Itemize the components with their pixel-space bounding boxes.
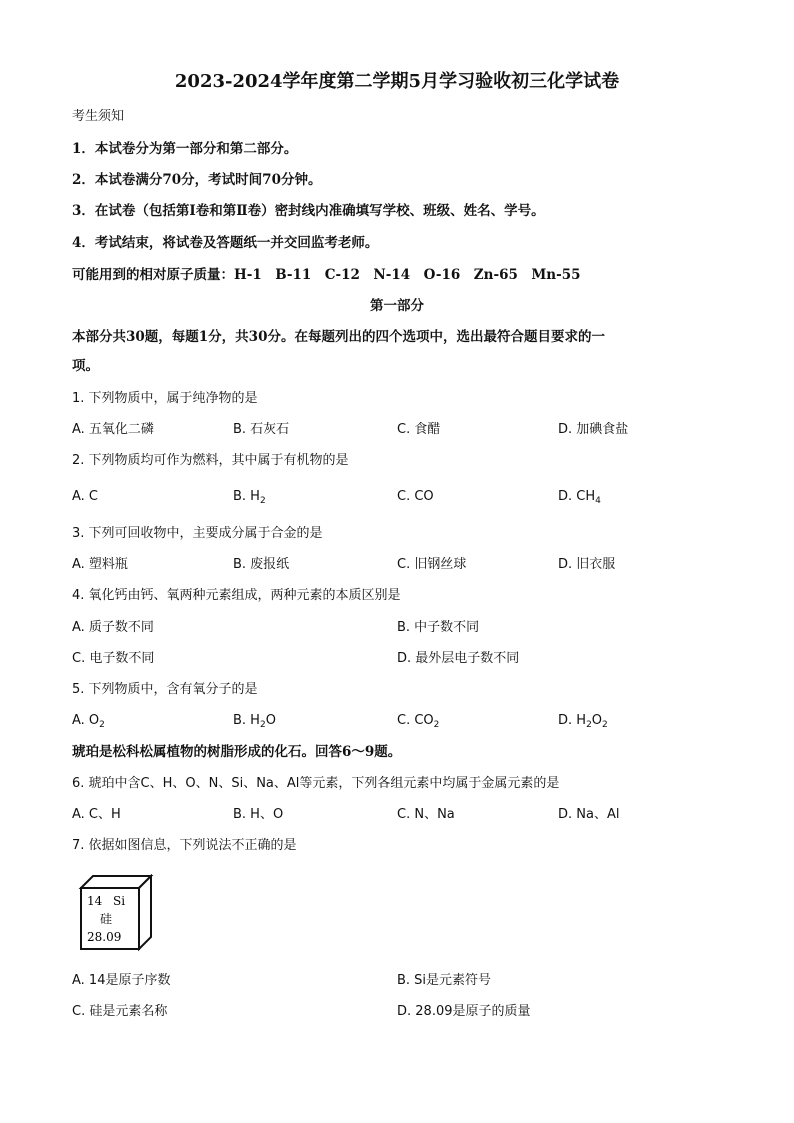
q5-option-d-mid: O [591,713,603,728]
atomic-mass: 28.09 [87,930,122,944]
notice-item-4: 4．考试结束，将试卷及答题纸一并交回监考老师。 [72,235,379,251]
part1-instructions-cont: 项。 [72,358,99,374]
question-1-stem: 1. 下列物质中，属于纯净物的是 [72,391,258,406]
q4-option-b: B. 中子数不同 [397,620,480,635]
q3-option-b: B. 废报纸 [233,557,290,572]
q2-option-a: A. C [72,489,99,504]
periodic-cell-drawing [78,874,156,954]
q5-option-d [558,712,608,734]
q1-option-b: B. 石灰石 [233,422,290,437]
q6-option-c: C. N、Na [397,807,455,822]
atomic-number: 14 [87,894,103,908]
exam-title: 2023-2024学年度第二学期5月学习验收初三化学试卷 [174,71,620,92]
q5-option-d-subscript-1: 2 [586,720,592,730]
notice-item-2: 2．本试卷满分70分，考试时间70分钟。 [72,172,322,188]
cube-side-face [139,876,151,949]
q5-option-b-text: B. H [233,713,260,728]
part1-instructions: 本部分共30题，每题1分，共30分。在每题列出的四个选项中，选出最符合题目要求的一 [72,329,605,345]
q5-option-a-subscript: 2 [99,720,105,730]
periodic-table-cell-figure [78,874,156,958]
element-symbol: Si [113,894,126,908]
amber-intro: 琥珀是松科松属植物的树脂形成的化石。回答6～9题。 [72,744,402,760]
q5-option-c [397,712,439,734]
q5-option-d-subscript-2: 2 [602,720,608,730]
q5-option-c-subscript: 2 [433,720,440,730]
q5-option-b-subscript: 2 [259,720,266,730]
q2-option-b-subscript: 2 [259,496,266,506]
q4-option-c: C. 电子数不同 [72,651,155,666]
q5-option-b [233,712,276,734]
question-2-stem: 2. 下列物质均可作为燃料，其中属于有机物的是 [72,453,349,468]
q5-option-a-text: A. O [72,713,100,728]
q7-option-b: B. Si是元素符号 [397,973,492,988]
q1-option-c: C. 食醋 [397,422,441,437]
q6-option-d: D. Na、Al [558,807,620,822]
q3-option-c: C. 旧钢丝球 [397,557,467,572]
atomic-masses: 可能用到的相对原子质量：H-1 B-11 C-12 N-14 O-16 Zn-65 Mn-55 [72,267,581,283]
notice-item-1: 1．本试卷分为第一部分和第二部分。 [72,141,298,157]
question-6-stem: 6. 琥珀中含C、H、O、N、Si、Na、Al等元素，下列各组元素中均属于金属元素的是 [72,776,560,791]
q5-option-c-text: C. CO [397,713,434,728]
q7-option-d: D. 28.09是原子的质量 [397,1004,531,1019]
q5-option-a [72,712,105,734]
question-5-stem: 5. 下列物质中，含有氧分子的是 [72,682,258,697]
q2-option-c: C. CO [397,489,434,504]
q7-option-c: C. 硅是元素名称 [72,1004,168,1019]
q6-option-a: A. C、H [72,807,121,822]
q4-option-a: A. 质子数不同 [72,620,154,635]
q1-option-a: A. 五氧化二磷 [72,422,154,437]
element-name: 硅 [100,912,113,926]
q5-option-d-text: D. H [558,713,587,728]
part1-heading: 第一部分 [370,298,424,314]
q5-option-b-tail: O [265,713,276,728]
q2-option-d-subscript: 4 [595,496,601,506]
q3-option-a: A. 塑料瓶 [72,557,128,572]
question-3-stem: 3. 下列可回收物中，主要成分属于合金的是 [72,526,323,541]
q2-option-d [558,488,601,510]
q4-option-d: D. 最外层电子数不同 [397,651,520,666]
q2-option-b-text: B. H [233,489,260,504]
notice-heading: 考生须知 [72,109,125,124]
q6-option-b: B. H、O [233,807,284,822]
question-4-stem: 4. 氧化钙由钙、氧两种元素组成，两种元素的本质区别是 [72,588,401,603]
q3-option-d: D. 旧衣服 [558,557,616,572]
q2-option-d-text: D. CH [558,489,596,504]
notice-item-3: 3．在试卷（包括第Ⅰ卷和第Ⅱ卷）密封线内准确填写学校、班级、姓名、学号。 [72,203,545,219]
q7-option-a: A. 14是原子序数 [72,973,171,988]
q1-option-d: D. 加碘食盐 [558,422,629,437]
question-7-stem: 7. 依据如图信息，下列说法不正确的是 [72,838,297,853]
q2-option-b [233,488,266,510]
